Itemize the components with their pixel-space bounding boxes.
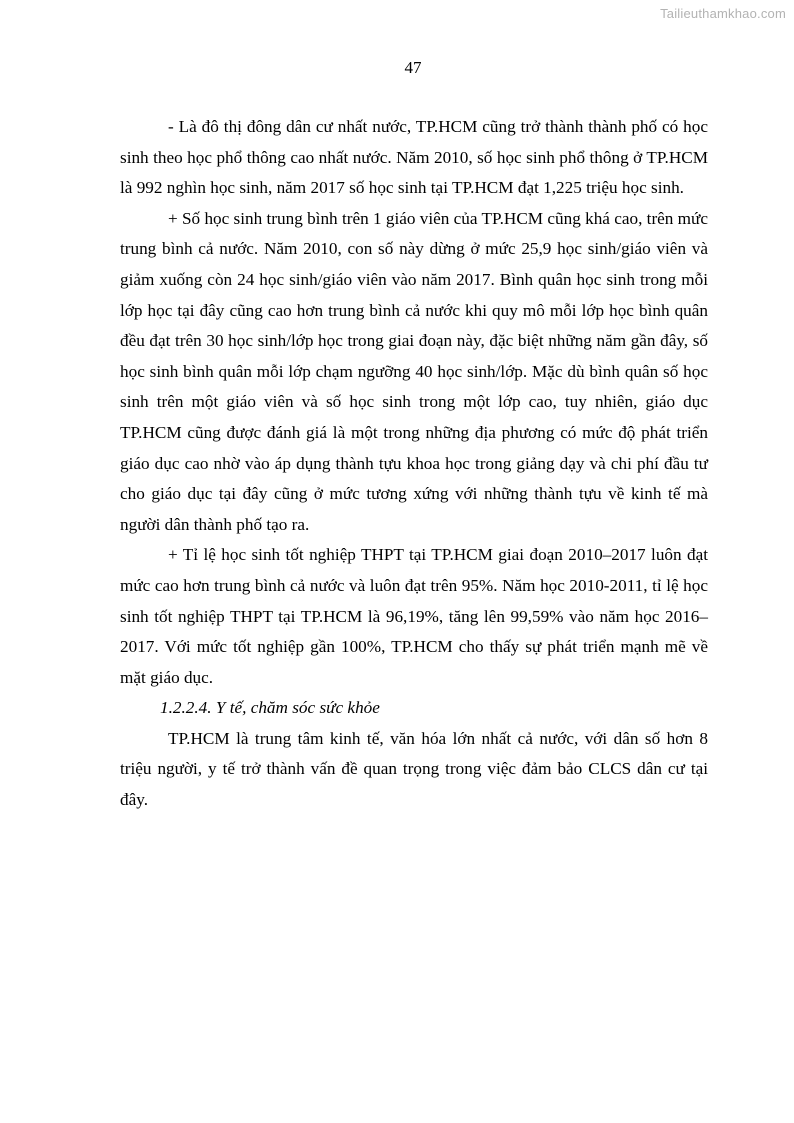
document-body xyxy=(120,112,708,816)
paragraph-students-per-teacher: + Số học sinh trung bình trên 1 giáo viên của TP.HCM cũng khá cao, trên mức trung bình cả nước. Năm 2010, con số này dừng ở mức 25,9 học sinh/giáo viên và giảm xuống còn 24 học sinh/giáo viên vào năm 2017. Bình quân học sinh trong mỗi lớp học tại đây cũng cao hơn trung bình cả nước khi quy mô mỗi lớp học bình quân đều đạt trên 30 học sinh/lớp học trong giai đoạn này, đặc biệt những năm gần đây, số học sinh bình quân mỗi lớp chạm ngưỡng 40 học sinh/lớp. Mặc dù bình quân số học sinh trên một giáo viên và số học sinh trong một lớp cao, tuy nhiên, giáo dục TP.HCM cũng được đánh giá là một trong những địa phương có mức độ phát triển giáo dục cao nhờ vào áp dụng thành tựu khoa học trong giảng dạy và chi phí đầu tư cho giáo dục tại đây cũng ở mức tương xứng với những thành tựu về kinh tế mà người dân thành phố tạo ra. xyxy=(120,208,708,534)
paragraph-graduation-rate: + Tỉ lệ học sinh tốt nghiệp THPT tại TP.HCM giai đoạn 2010–2017 luôn đạt mức cao hơn trung bình cả nước và luôn đạt trên 95%. Năm học 2010-2011, tỉ lệ học sinh tốt nghiệp THPT tại TP.HCM là 96,19%, tăng lên 99,59% vào năm học 2016–2017. Với mức tốt nghiệp gần 100%, TP.HCM cho thấy sự phát triển mạnh mẽ về mặt giáo dục. xyxy=(120,545,708,687)
paragraph-healthcare: TP.HCM là trung tâm kinh tế, văn hóa lớn nhất cả nước, với dân số hơn 8 triệu người, y tế trở thành vấn đề quan trọng trong việc đảm bảo CLCS dân cư tại đây. xyxy=(120,728,708,810)
page-number: 47 xyxy=(404,58,422,77)
section-heading: 1.2.2.4. Y tế, chăm sóc sức khỏe xyxy=(160,698,380,718)
watermark-text: Tailieuthamkhao.com xyxy=(660,6,786,21)
paragraph-population-students: - Là đô thị đông dân cư nhất nước, TP.HCM cũng trở thành thành phố có học sinh theo học phổ thông cao nhất nước. Năm 2010, số học sinh phổ thông ở TP.HCM là 992 nghìn học sinh, năm 2017 số học sinh tại TP.HCM đạt 1,225 triệu học sinh. xyxy=(120,117,708,198)
